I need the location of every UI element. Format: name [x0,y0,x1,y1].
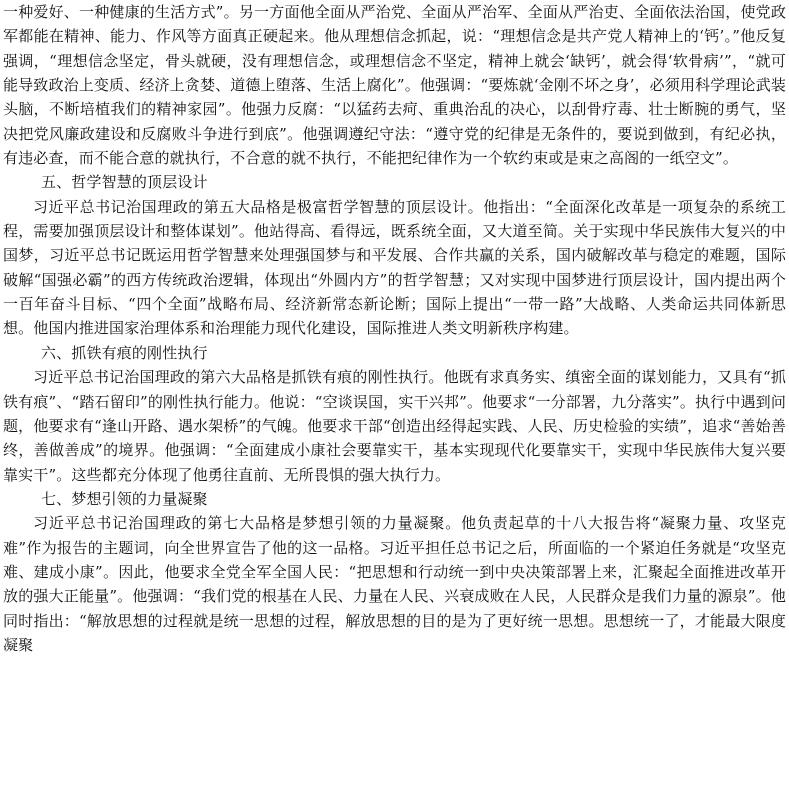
paragraph-section-7: 习近平总书记治国理政的第七大品格是梦想引领的力量凝聚。他负责起草的十八大报告将“凝聚力量、攻坚克难”作为报告的主题词，向全世界宣告了他的这一品格。习近平担任总书记之后，所面临的一个紧迫任务就是“攻坚克难、建成小康”。因此，他要求全党全军全国人民：“把思想和行动统一到中央决策部署上来，汇聚起全面推进改革开放的强大正能量”。他强调：“我们党的根基在人民、力量在人民、兴衰成败在人民，人民群众是我们力量的源泉”。他同时指出：“解放思想的过程就是统一思想的过程，解放思想的目的是为了更好统一思想。思想统一了，才能最大限度凝聚 [3,514,786,654]
section-heading-7: 七、梦想引领的力量凝聚 [41,489,208,508]
section-heading-5: 五、哲学智慧的顶层设计 [41,173,208,192]
document-page [3,0,786,657]
paragraph-continuation: 一种爱好、一种健康的生活方式”。另一方面他全面从严治党、全面从严治军、全面从严治吏、全面依法治国，使党政军都能在精神、能力、作风等方面真正硬起来。他从理想信念抓起，说：“理想信念是共产党人精神上的‘钙’。”他反复强调，“理想信念坚定，骨头就硬，没有理想信念，或理想信念不坚定，精神上就会‘缺钙’，就会得‘软骨病’”，“就可能导致政治上变质、经济上贪婪、道德上堕落、生活上腐化”。他强调：“要炼就‘金刚不坏之身’，必须用科学理论武装头脑，不断培植我们的精神家园”。他强力反腐：“以猛药去疴、重典治乱的决心，以刮骨疗毒、壮士断腕的勇气，坚决把党风廉政建设和反腐败斗争进行到底”。他强调遵纪守法：“遵守党的纪律是无条件的，要说到做到，有纪必执，有违必查，而不能合意的就执行，不合意的就不执行，不能把纪律作为一个软约束或是束之高阁的一纸空文”。 [3,3,786,168]
section-heading-6: 六、抓铁有痕的刚性执行 [41,343,208,362]
paragraph-section-5: 习近平总书记治国理政的第五大品格是极富哲学智慧的顶层设计。他指出：“全面深化改革是一项复杂的系统工程，需要加强顶层设计和整体谋划”。他站得高、看得远，既系统全面，又大道至简。关于实现中华民族伟大复兴的中国梦，习近平总书记既运用哲学智慧来处理强国梦与和平发展、合作共赢的关系，国内破解改革与稳定的难题，国际破解“国强必霸”的西方传统政治逻辑，体现出“外圆内方”的哲学智慧；又对实现中国梦进行顶层设计，国内提出两个一百年奋斗目标、“四个全面”战略布局、经济新常态新论断；国际上提出“一带一路”大战略、人类命运共同体新思想。他国内推进国家治理体系和治理能力现代化建设，国际推进人类文明新秩序构建。 [3,197,786,338]
paragraph-section-6: 习近平总书记治国理政的第六大品格是抓铁有痕的刚性执行。他既有求真务实、缜密全面的谋划能力，又具有“抓铁有痕”、“踏石留印”的刚性执行能力。他说：“空谈误国，实干兴邦”。他要求“一分部署，九分落实”。执行中遇到问题，他要求有“逢山开路、遇水架桥”的气魄。他要求干部“创造出经得起实践、人民、历史检验的实绩”，追求“善始善终，善做善成”的境界。他强调：“全面建成小康社会要靠实干，基本实现现代化要靠实干，实现中华民族伟大复兴要靠实干”。这些都充分体现了他勇往直前、无所畏惧的强大执行力。 [3,368,786,484]
